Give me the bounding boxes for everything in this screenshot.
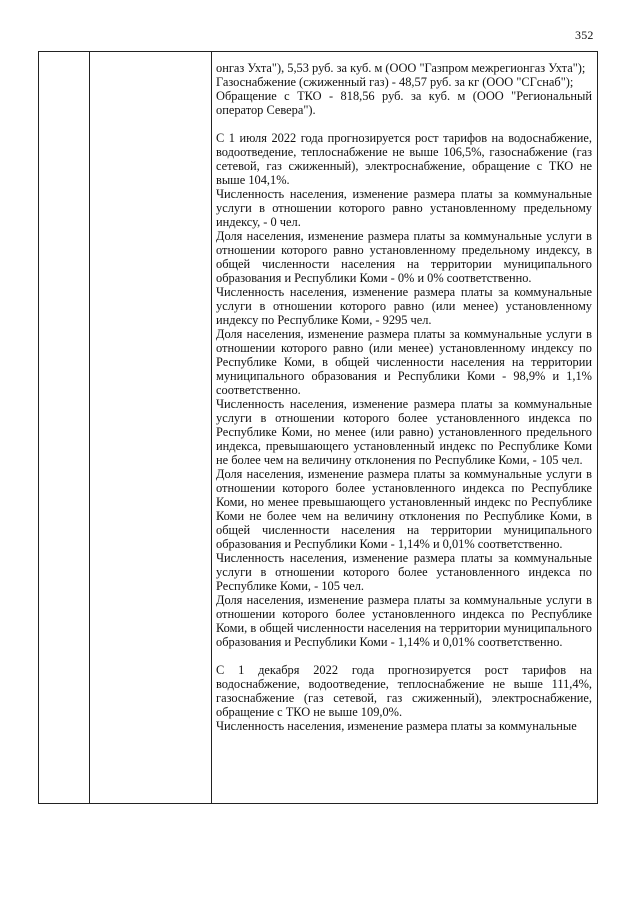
paragraph: Доля населения, изменение размера платы за коммунальные услуги в отношении которого равно установленному предельному индексу, в общей численности населения на территории муниципального образования и Республики Коми - 0% и 0% соответственно. <box>216 229 592 285</box>
paragraph: Численность населения, изменение размера платы за коммунальные услуги в отношении которого более установленного индекса по Республике Коми, - 105 чел. <box>216 551 592 593</box>
paragraph-spacer <box>216 117 592 131</box>
paragraph: Обращение с ТКО - 818,56 руб. за куб. м (ООО "Региональный оператор Севера"). <box>216 89 592 117</box>
paragraph: Доля населения, изменение размера платы за коммунальные услуги в отношении которого более установленного индекса по Республике Коми, в общей численности населения на территории муниципального образования и Республики Коми - 1,14% и 0,01% соответственно. <box>216 593 592 649</box>
paragraph: Численность населения, изменение размера платы за коммунальные услуги в отношении которого более установленного индекса по Республике Коми, но менее (или равно) установленного предельного индекса, превышающего установленный индекс по Республике Коми не более чем на величину отклонения по Республике Коми, - 105 чел. <box>216 397 592 467</box>
paragraph: Газоснабжение (сжиженный газ) - 48,57 руб. за кг (ООО "СГснаб"); <box>216 75 574 89</box>
paragraph: С 1 декабря 2022 года прогнозируется рост тарифов на водоснабжение, водоотведение, теплоснабжение не выше 111,4%, газоснабжение (газ сетевой, газ сжиженный), электроснабжение, обращение с ТКО не выше 109,0%. <box>216 663 592 719</box>
paragraph: онгаз Ухта"), 5,53 руб. за куб. м (ООО "Газпром межрегионгаз Ухта"); <box>216 61 586 75</box>
paragraph: Численность населения, изменение размера платы за коммунальные <box>216 719 577 733</box>
paragraph: Доля населения, изменение размера платы за коммунальные услуги в отношении которого равно (или менее) установленному индексу по Республике Коми, в общей численности населения на территории муниципального образования и Республики Коми - 98,9% и 1,1% соответственно. <box>216 327 592 397</box>
paragraph: Численность населения, изменение размера платы за коммунальные услуги в отношении которого равно установленному предельному индексу, - 0 чел. <box>216 187 592 229</box>
document-table <box>38 51 598 804</box>
page-number: 352 <box>575 28 594 42</box>
column-divider-1 <box>89 52 90 803</box>
content-cell <box>216 61 592 733</box>
paragraph-spacer <box>216 649 592 663</box>
column-divider-2 <box>211 52 212 803</box>
paragraph: Численность населения, изменение размера платы за коммунальные услуги в отношении которого равно (или менее) установленному индексу по Республике Коми, - 9295 чел. <box>216 285 592 327</box>
paragraph: С 1 июля 2022 года прогнозируется рост тарифов на водоснабжение, водоотведение, теплоснабжение не выше 106,5%, газоснабжение (газ сетевой, газ сжиженный), электроснабжение, обращение с ТКО не выше 104,1%. <box>216 131 592 187</box>
paragraph: Доля населения, изменение размера платы за коммунальные услуги в отношении которого более установленного индекса по Республике Коми, но менее превышающего установленный индекс по Республике Коми не более чем на величину отклонения по Республике Коми, в общей численности населения на территории муниципального образования и Республики Коми - 1,14% и 0,01% соответственно. <box>216 467 592 551</box>
